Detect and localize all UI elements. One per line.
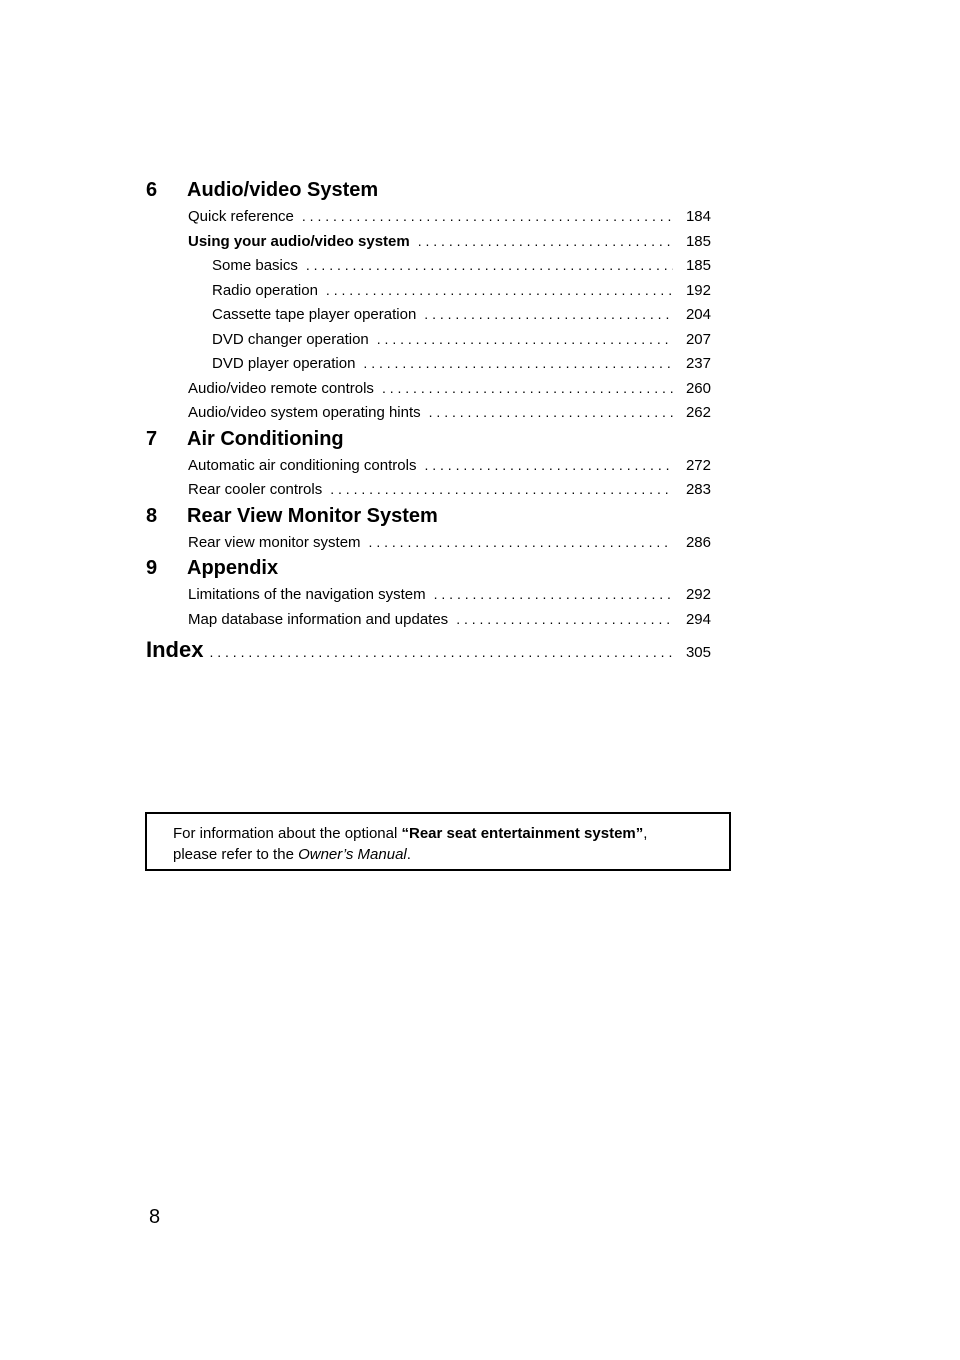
toc-section: [146, 176, 711, 425]
section-title: Air Conditioning: [187, 427, 344, 450]
toc-entry-page: 192: [685, 281, 711, 299]
dot-leader: [363, 351, 673, 376]
section-heading[interactable]: [146, 176, 711, 204]
toc-entry-page: 260: [685, 379, 711, 397]
toc-entry-page: 185: [685, 232, 711, 250]
index-page: 305: [685, 644, 711, 661]
index-label: Index: [146, 637, 204, 662]
toc-entry-label: Cassette tape player operation: [212, 306, 417, 323]
note-text: For information about the optional: [173, 825, 402, 842]
toc-entry-label: Limitations of the navigation system: [188, 586, 426, 603]
toc-entry[interactable]: [146, 376, 711, 401]
toc-entry-label: DVD player operation: [212, 355, 356, 372]
note-comma: ,: [643, 825, 648, 842]
toc-entry-page: 185: [685, 257, 711, 274]
note-highlight: “Rear seat entertainment system”: [401, 825, 644, 842]
toc-entry[interactable]: [146, 530, 711, 555]
toc-entry[interactable]: [146, 278, 711, 303]
toc-entry-label: Some basics: [212, 257, 298, 274]
section-heading[interactable]: [146, 502, 711, 530]
toc-entry-label: Automatic air conditioning controls: [188, 456, 417, 474]
page-number: 8: [149, 1206, 161, 1228]
toc-entry-label: Using your audio/video system: [188, 232, 410, 250]
dot-leader: [418, 229, 673, 254]
dot-leader: [429, 400, 673, 425]
toc-entry-page: 272: [685, 456, 711, 474]
section-heading[interactable]: [146, 425, 711, 453]
dot-leader: [330, 477, 673, 502]
dot-leader: [306, 253, 673, 278]
toc-entry-label: Audio/video system operating hints: [188, 404, 421, 421]
dot-leader: [377, 327, 673, 352]
toc-entry[interactable]: [146, 253, 711, 278]
toc-entry-label: DVD changer operation: [212, 330, 369, 348]
table-of-contents: [146, 176, 711, 665]
note-text-2: please refer to the: [173, 845, 299, 863]
toc-entry-page: 283: [685, 481, 711, 498]
section-number: 6: [146, 179, 158, 201]
toc-entry-page: 294: [685, 610, 711, 628]
section-number: 7: [146, 427, 158, 450]
toc-entry[interactable]: [146, 351, 711, 376]
toc-entry-label: Rear cooler controls: [188, 481, 323, 498]
section-number: 8: [146, 504, 158, 527]
toc-section: [146, 554, 711, 631]
dot-leader: [382, 376, 673, 401]
toc-entry-page: 237: [685, 355, 711, 372]
toc-section: [146, 425, 711, 502]
toc-entry[interactable]: [146, 477, 711, 502]
dot-leader: [424, 453, 673, 478]
toc-section: [146, 502, 711, 555]
dot-leader: [209, 637, 673, 667]
toc-entry[interactable]: [146, 453, 711, 478]
dot-leader: [434, 582, 673, 607]
toc-entry[interactable]: [146, 302, 711, 327]
toc-entry[interactable]: [146, 607, 711, 632]
section-heading[interactable]: [146, 554, 711, 582]
note-manual-reference: Owner’s Manual: [298, 845, 407, 863]
dot-leader: [326, 278, 673, 303]
dot-leader: [369, 530, 673, 555]
dot-leader: [456, 607, 673, 632]
note-period: .: [406, 845, 411, 863]
toc-entry-label: Radio operation: [212, 281, 318, 299]
section-title: Rear View Monitor System: [187, 504, 438, 527]
toc-entry-page: 292: [685, 586, 711, 603]
toc-entry-page: 204: [685, 306, 711, 323]
toc-entry-page: 286: [685, 533, 711, 551]
toc-entry-label: Audio/video remote controls: [188, 379, 374, 397]
note-line-2: [173, 845, 729, 866]
toc-entry[interactable]: [146, 400, 711, 425]
section-number: 9: [146, 557, 158, 579]
toc-entry-label: Rear view monitor system: [188, 533, 361, 551]
toc-entry-page: 207: [685, 330, 711, 348]
toc-entry[interactable]: [146, 327, 711, 352]
dot-leader: [302, 204, 673, 229]
toc-entry[interactable]: [146, 582, 711, 607]
toc-entry-label: Map database information and updates: [188, 610, 449, 628]
note-line-1: [173, 824, 729, 845]
info-note-box: [145, 812, 731, 871]
toc-entry[interactable]: [146, 204, 711, 229]
toc-entry-label: Quick reference: [188, 208, 294, 225]
toc-entry-page: 184: [685, 208, 711, 225]
section-title: Appendix: [187, 557, 279, 579]
dot-leader: [424, 302, 673, 327]
toc-index-entry[interactable]: [146, 635, 711, 665]
section-title: Audio/video System: [187, 179, 379, 201]
toc-entry-page: 262: [685, 404, 711, 421]
toc-entry[interactable]: [146, 229, 711, 254]
